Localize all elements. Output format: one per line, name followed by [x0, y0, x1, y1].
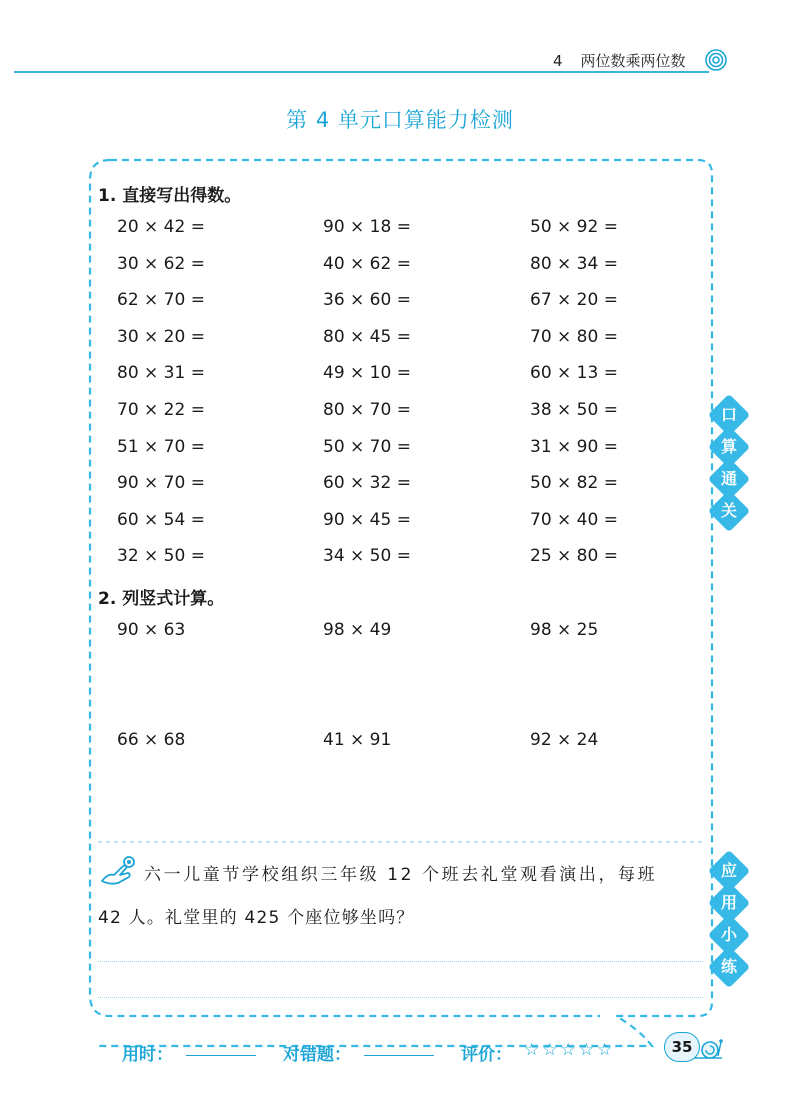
math-problem: 50 × 82 = [530, 473, 618, 494]
math-problem: 70 × 40 = [530, 509, 618, 530]
vertical-calc-problem: 98 × 25 [530, 620, 599, 640]
math-problem: 20 × 42 = [117, 217, 205, 237]
side-tab-char: 应 [720, 861, 737, 880]
math-problem: 40 × 62 = [323, 253, 411, 274]
rating-stars[interactable]: ☆☆☆☆☆ [524, 1040, 616, 1060]
math-problem: 62 × 70 = [117, 290, 205, 311]
answer-guide-line [98, 997, 703, 998]
math-problem: 31 × 90 = [530, 436, 618, 457]
side-tab-char: 算 [720, 437, 737, 456]
math-problem: 60 × 32 = [323, 473, 411, 494]
math-problem: 32 × 50 = [117, 546, 205, 567]
math-problem: 34 × 50 = [323, 546, 411, 567]
footer-errors-label: 对错题： [283, 1045, 351, 1065]
side-tab-char: 练 [720, 957, 737, 976]
math-problem: 80 × 45 = [323, 326, 411, 347]
vertical-calc-problem: 98 × 49 [323, 620, 392, 640]
vertical-calc-problem: 90 × 63 [117, 620, 186, 640]
math-problem: 90 × 18 = [323, 217, 411, 237]
time-blank[interactable] [186, 1055, 256, 1056]
math-problem: 60 × 13 = [530, 363, 618, 384]
math-problem: 67 × 20 = [530, 290, 618, 311]
math-problem: 80 × 70 = [323, 400, 411, 420]
page-number: 35 [664, 1032, 700, 1062]
math-problem: 25 × 80 = [530, 546, 618, 567]
math-problem: 80 × 34 = [530, 253, 618, 274]
math-problem: 36 × 60 = [323, 290, 411, 311]
math-problem: 38 × 50 = [530, 400, 618, 420]
unit-number: 4 [553, 52, 563, 70]
math-problem: 30 × 20 = [117, 326, 205, 347]
section1-heading: 1. 直接写出得数。 [98, 186, 242, 206]
math-problem: 90 × 70 = [117, 473, 205, 494]
page-title: 第 4 单元口算能力检测 [286, 108, 514, 132]
math-problem: 50 × 70 = [323, 436, 411, 457]
math-problem: 70 × 22 = [117, 400, 205, 420]
math-problem: 90 × 45 = [323, 509, 411, 530]
math-problem: 51 × 70 = [117, 436, 205, 457]
vertical-calc-problem: 66 × 68 [117, 730, 186, 750]
vertical-calc-problem: 92 × 24 [530, 730, 599, 750]
side-tab-char: 关 [720, 501, 737, 520]
math-problem: 80 × 31 = [117, 363, 205, 384]
math-problem: 60 × 54 = [117, 509, 205, 530]
footer-rating-label: 评价： [461, 1045, 512, 1065]
answer-guide-line [98, 961, 703, 962]
side-tab-char: 通 [720, 469, 737, 488]
math-problem: 70 × 80 = [530, 326, 618, 347]
math-problem: 50 × 92 = [530, 217, 618, 237]
side-tab-char: 口 [720, 405, 737, 424]
footer-time-label: 用时： [122, 1045, 173, 1065]
section2-heading: 2. 列竖式计算。 [98, 589, 225, 609]
pointing-hand-icon [98, 853, 138, 887]
math-problem: 30 × 62 = [117, 253, 205, 274]
errors-blank[interactable] [364, 1055, 434, 1056]
side-tab-char: 用 [720, 893, 737, 912]
math-problem: 49 × 10 = [323, 363, 411, 384]
vertical-calc-problem: 41 × 91 [323, 730, 392, 750]
word-problem-line1: 六一儿童节学校组织三年级 12 个班去礼堂观看演出，每班 [144, 865, 658, 885]
unit-title: 两位数乘两位数 [580, 52, 686, 70]
word-problem-line2: 42 人。礼堂里的 425 个座位够坐吗？ [98, 908, 415, 928]
side-tab-char: 小 [720, 925, 737, 944]
